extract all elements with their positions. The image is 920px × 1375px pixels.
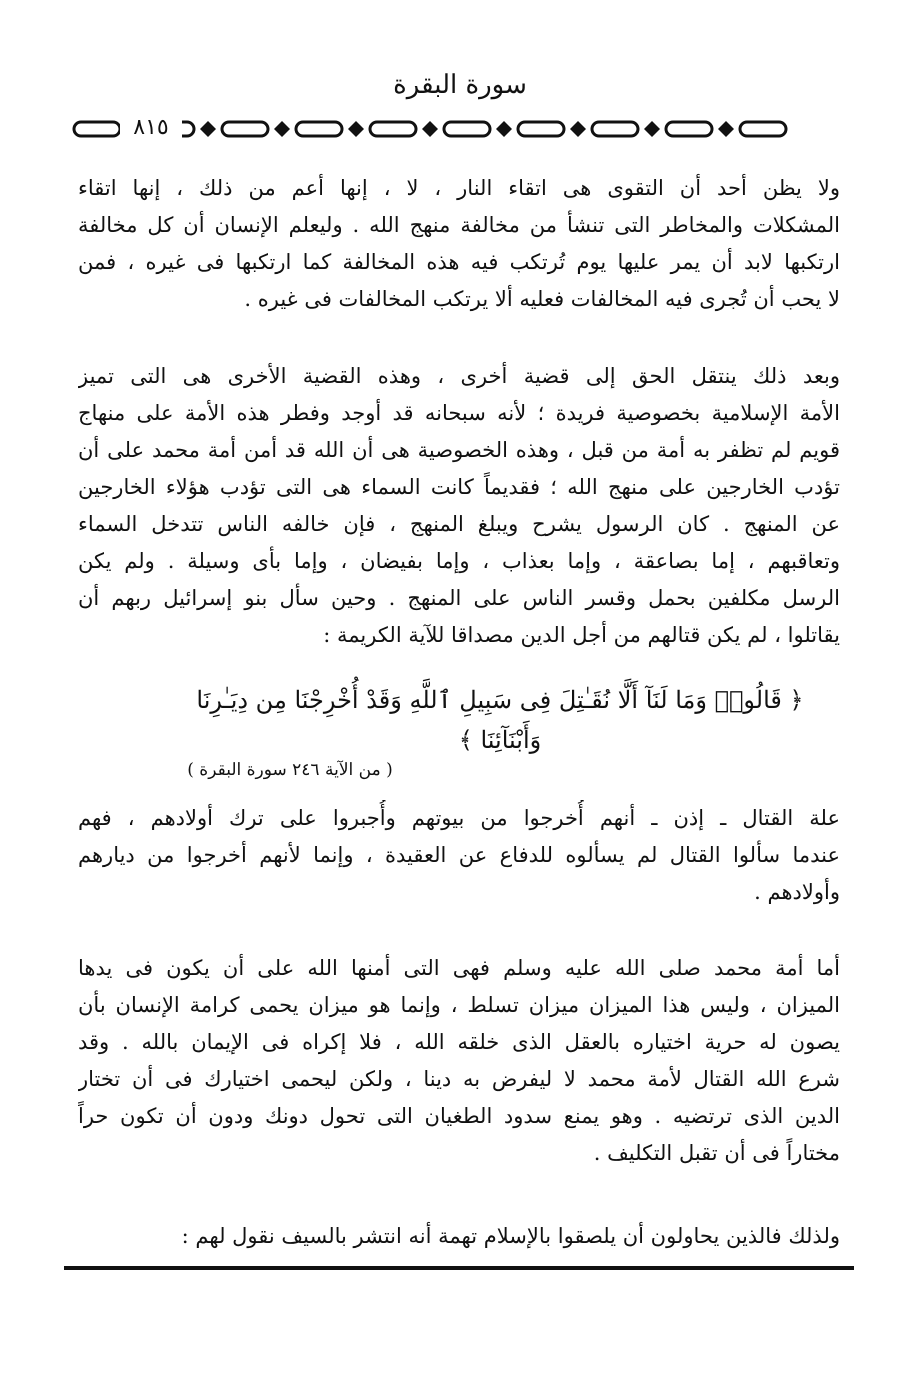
text-line: الميزان ، وليس هذا الميزان ميزان تسلط ، وإنما هو ميزان يحمى كرامة الإنسان بأن — [78, 993, 840, 1017]
ornament-diamond — [274, 121, 290, 137]
ornament-diamond — [422, 121, 438, 137]
text-line: أما أمة محمد صلى الله عليه وسلم فهى التى أمنها الله على أن يكون فى يدها — [78, 956, 840, 980]
text-line: عن المنهج . كان الرسول يشرح ويبلغ المنهج ، فإن خالفه الناس تتدخل السماء — [78, 512, 840, 536]
text-line: قويم لم تظفر به أمة من قبل ، وهذه الخصوصية هى أن الله قد أمن أمة محمد على أن — [78, 438, 840, 462]
text-line: لا يحب أن تُجرى فيه المخالفات فعليه ألا يرتكب المخالفات فى غيره . — [244, 287, 840, 311]
ornament-diamond — [718, 121, 734, 137]
bottom-rule — [64, 1266, 854, 1270]
text-line: ولذلك فالذين يحاولون أن يلصقوا بالإسلام تهمة أنه انتشر بالسيف نقول لهم : — [181, 1224, 840, 1248]
text-line: الرسل مكلفين بحمل وقسر الناس على المنهج . وحين سأل بنو إسرائيل ربهم أن — [78, 586, 840, 610]
paragraph-2 — [78, 358, 840, 654]
text-line: الأمة الإسلامية بخصوصية فريدة ؛ لأنه سبحانه قد أوجد وفطر هذه الأمة على منهاج — [78, 401, 840, 425]
ornament-diamond — [570, 121, 586, 137]
ornament-oval — [740, 122, 786, 136]
ornament-chain-icon — [70, 118, 850, 140]
ornament-diamond — [496, 121, 512, 137]
verse-reference: ( من الآية ٢٤٦ سورة البقرة ) — [187, 760, 393, 780]
text-line: وأولادهم . — [754, 880, 840, 904]
ornament-oval — [592, 122, 638, 136]
ornament-oval — [296, 122, 342, 136]
text-line: شرع الله القتال لأمة محمد لا ليفرض به دينا ، ولكن ليحمى اختيارك فى أن تختار — [78, 1067, 840, 1091]
text-line: يقاتلوا ، لم يكن قتالهم من أجل الدين مصداقا للآية الكريمة : — [323, 623, 840, 647]
ornamental-border — [70, 118, 850, 140]
ornament-oval — [518, 122, 564, 136]
text-line: المشكلات والمخاطر التى تنشأ من مخالفة منهج الله . وليعلم الإنسان أن كل مخالفة — [78, 213, 840, 237]
text-line: وتعاقبهم ، إما بصاعقة ، وإما بعذاب ، وإما بفيضان ، وإما بأى وسيلة . ولم يكن — [78, 549, 840, 573]
paragraph-4 — [78, 950, 840, 1172]
ornament-diamond — [200, 121, 216, 137]
surah-title: سورة البقرة — [393, 70, 527, 100]
text-line: مختاراً فى أن تقبل التكليف . — [593, 1141, 840, 1165]
paragraph-1 — [78, 170, 840, 318]
ornament-oval — [444, 122, 490, 136]
paragraph-3 — [78, 800, 840, 911]
text-line: علة القتال ـ إذن ـ أنهم أُخرجوا من بيوتهم وأُجبروا على ترك أولادهم ، فهم — [78, 806, 840, 830]
text-line: ارتكبها لابد أن يمر عليها يوم تُرتكب فيه هذه المخالفة كما ارتكبها فى غيره ، فمن — [78, 250, 840, 274]
ornament-oval — [666, 122, 712, 136]
ornament-diamond — [348, 121, 364, 137]
page-number: ٨١٥ — [120, 114, 182, 142]
ornament-diamond — [644, 121, 660, 137]
ornament-oval — [74, 122, 120, 136]
text-line: عندما سألوا القتال لم يسألوه للدفاع عن العقيدة ، وإنما لأنهم أخرجوا من ديارهم — [78, 843, 840, 867]
ornament-oval — [370, 122, 416, 136]
quran-verse: ﴿ قَالُوا۟ وَمَا لَنَآ أَلَّا نُقَـٰتِلَ فِى سَبِيلِ ٱللَّهِ وَقَدْ أُخْرِجْنَا مِن دِيَـٰرِنَا وَأَبْنَآئِنَا ﴾ — [196, 686, 804, 754]
paragraph-5 — [78, 1218, 840, 1255]
text-line: وبعد ذلك ينتقل الحق إلى قضية أخرى ، وهذه القضية الأخرى هى التى تميز — [78, 364, 840, 388]
ornament-oval — [222, 122, 268, 136]
text-line: ولا يظن أحد أن التقوى هى اتقاء النار ، لا ، إنها أعم من ذلك ، إنها اتقاء — [78, 176, 840, 200]
text-line: يصون له حرية اختياره بالعقل الذى خلقه الله ، فلا إكراه فى الإيمان بالله . وقد — [78, 1030, 840, 1054]
text-line: تؤدب الخارجين على منهج الله ؛ فقديماً كانت السماء هى التى تؤدب هؤلاء الخارجين — [78, 475, 840, 499]
text-line: الدين الذى ترتضيه . وهو يمنع سدود الطغيان التى تحول دونك ودون أن تكون حراً — [78, 1104, 840, 1128]
